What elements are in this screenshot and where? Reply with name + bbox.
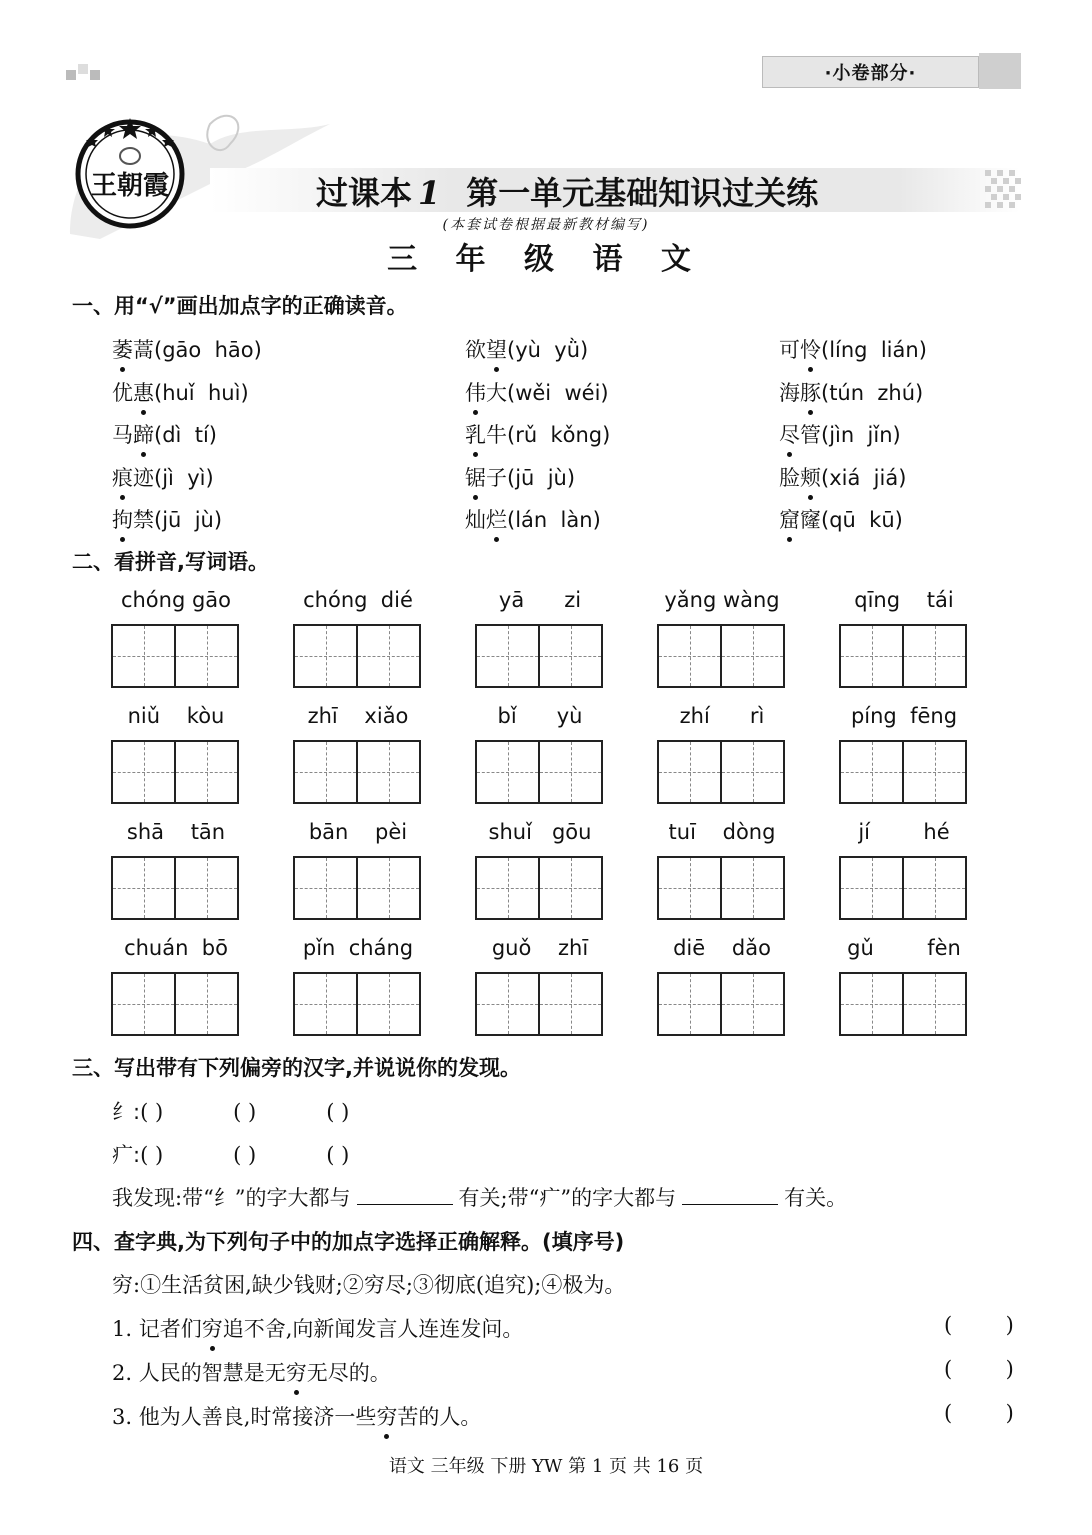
- sentence-text: 无尽的。: [306, 1361, 391, 1385]
- grid-cell[interactable]: [356, 626, 419, 686]
- q3-heading: 三、写出带有下列偏旁的汉字,并说说你的发现。: [72, 1056, 521, 1080]
- dotted-char: 烂: [486, 504, 507, 534]
- grid-cell[interactable]: [295, 974, 356, 1034]
- q4-sentence: [112, 1313, 523, 1343]
- dotted-char: 穷: [202, 1313, 223, 1343]
- pinyin-label: jí hé: [858, 820, 950, 844]
- sentence-text: 追不舍,向新闻发言人连连发问。: [222, 1317, 524, 1341]
- grid-cell[interactable]: [477, 974, 538, 1034]
- q1-item: [112, 462, 214, 492]
- grid-cell[interactable]: [356, 974, 419, 1034]
- writing-grid[interactable]: [475, 624, 603, 688]
- grid-cell[interactable]: [659, 858, 720, 918]
- sentence-text: 1. 记者们: [112, 1317, 202, 1341]
- grid-cell[interactable]: [902, 974, 965, 1034]
- grid-cell[interactable]: [356, 858, 419, 918]
- answer-slot[interactable]: ( ): [233, 1100, 257, 1124]
- word-char: 窿: [800, 508, 821, 532]
- answer-slot[interactable]: ( ): [944, 1313, 1014, 1337]
- pinyin-label: píng fēng: [850, 704, 958, 728]
- grid-cell[interactable]: [538, 858, 601, 918]
- edition-note: (本套试卷根据最新教材编写): [442, 217, 650, 233]
- pinyin-options[interactable]: (jìn jǐn): [821, 423, 901, 447]
- pinyin-options[interactable]: (jū jù): [154, 508, 223, 532]
- pinyin-options[interactable]: (yù yǜ): [507, 338, 589, 362]
- dotted-char: 蹄: [133, 419, 154, 449]
- writing-grid[interactable]: [475, 740, 603, 804]
- dotted-char: 颊: [800, 462, 821, 492]
- pinyin-label: yā zi: [498, 588, 582, 612]
- word-char: 欲: [465, 338, 486, 362]
- grid-cell[interactable]: [356, 742, 419, 802]
- grid-cell[interactable]: [538, 742, 601, 802]
- pinyin-label: chuán bō: [124, 936, 228, 960]
- pinyin-label: zhí rì: [679, 704, 765, 728]
- q3-discovery: [112, 1182, 847, 1212]
- q1-item: [779, 504, 903, 534]
- q1-item: [465, 504, 601, 534]
- q3-row-2: [112, 1139, 349, 1169]
- q1-item: [465, 334, 588, 364]
- writing-grid[interactable]: [293, 972, 421, 1036]
- writing-grid[interactable]: [111, 972, 239, 1036]
- writing-grid[interactable]: [657, 972, 785, 1036]
- answer-slot[interactable]: ( ): [140, 1100, 164, 1124]
- q1-item: [779, 419, 901, 449]
- word-char: 禁: [133, 508, 154, 532]
- word-char: 海: [779, 380, 800, 405]
- grid-cell[interactable]: [174, 858, 237, 918]
- blank-line[interactable]: [682, 1186, 778, 1205]
- writing-grid[interactable]: [657, 624, 785, 688]
- grid-cell[interactable]: [113, 626, 174, 686]
- dotted-char: 惠: [133, 377, 154, 407]
- q3-row-1: [112, 1096, 349, 1126]
- q1-heading: 一、用“√”画出加点字的正确读音。: [72, 294, 408, 318]
- word-char: 马: [112, 423, 133, 447]
- q1-item: [112, 504, 222, 534]
- word-char: 可: [779, 338, 800, 362]
- writing-grid[interactable]: [839, 740, 967, 804]
- word-char: 灿: [465, 508, 486, 532]
- discovery-text-b: 有关;带“疒”的字大都与: [458, 1186, 677, 1210]
- word-char: 管: [800, 423, 821, 447]
- pinyin-options[interactable]: (tún zhú): [821, 380, 924, 405]
- pinyin-options[interactable]: (líng lián): [821, 338, 927, 362]
- q1-item: [779, 462, 906, 492]
- grid-cell[interactable]: [113, 742, 174, 802]
- q4-heading: 四、查字典,为下列句子中的加点字选择正确解释。(填序号): [72, 1230, 625, 1254]
- writing-grid[interactable]: [293, 624, 421, 688]
- title-band-pattern: [985, 168, 1025, 212]
- sentence-text: 3. 他为人善良,时常接济一些: [112, 1405, 377, 1429]
- grid-cell[interactable]: [720, 858, 783, 918]
- writing-grid[interactable]: [111, 740, 239, 804]
- answer-slot[interactable]: ( ): [944, 1357, 1014, 1381]
- writing-grid[interactable]: [293, 740, 421, 804]
- pinyin-options[interactable]: (xiá jiá): [821, 465, 907, 490]
- answer-slot[interactable]: ( ): [140, 1143, 164, 1167]
- writing-grid[interactable]: [111, 624, 239, 688]
- q1-item: [465, 377, 609, 407]
- pinyin-options[interactable]: (jì yì): [154, 465, 214, 490]
- answer-slot[interactable]: ( ): [233, 1143, 257, 1167]
- pinyin-label: shuǐ gōu: [488, 820, 592, 844]
- pinyin-label: tuī dòng: [668, 820, 776, 844]
- word-char: 牛: [486, 423, 507, 447]
- dotted-char: 望: [486, 334, 507, 364]
- pinyin-label: pǐn cháng: [302, 936, 414, 960]
- grid-cell[interactable]: [477, 626, 538, 686]
- grid-cell[interactable]: [659, 626, 720, 686]
- dotted-char: 穷: [286, 1357, 307, 1387]
- answer-slot[interactable]: ( ): [944, 1401, 1014, 1425]
- grid-cell[interactable]: [659, 974, 720, 1034]
- grid-cell[interactable]: [720, 626, 783, 686]
- pinyin-label: diē dǎo: [673, 936, 771, 960]
- word-char: 大: [486, 380, 507, 405]
- dotted-char: 怜: [800, 334, 821, 364]
- pinyin-label: gǔ fèn: [847, 936, 961, 960]
- grid-cell[interactable]: [841, 626, 902, 686]
- grid-cell[interactable]: [113, 974, 174, 1034]
- q4-sentence: [112, 1357, 391, 1387]
- grid-cell[interactable]: [841, 974, 902, 1034]
- logo-text: 王朝霞: [90, 171, 170, 201]
- grid-cell[interactable]: [174, 742, 237, 802]
- answer-slot[interactable]: ( ): [326, 1143, 350, 1167]
- pinyin-label: qīng tái: [854, 588, 954, 612]
- page-title: [316, 168, 818, 214]
- title-prefix: 过课本: [316, 174, 413, 212]
- dotted-char: 窟: [779, 504, 800, 534]
- title-main: 第一单元基础知识过关练: [466, 174, 819, 212]
- pinyin-label: bān pèi: [308, 820, 408, 844]
- pinyin-label: chóng dié: [303, 588, 413, 612]
- grid-cell[interactable]: [841, 742, 902, 802]
- dotted-char: 伟: [465, 377, 486, 407]
- dotted-char: 拘: [112, 504, 133, 534]
- pinyin-label: zhī xiǎo: [307, 704, 409, 728]
- grid-cell[interactable]: [295, 858, 356, 918]
- pinyin-options[interactable]: (rǔ kǒng): [507, 423, 611, 447]
- grid-cell[interactable]: [174, 974, 237, 1034]
- grid-cell[interactable]: [841, 858, 902, 918]
- grid-cell[interactable]: [902, 626, 965, 686]
- writing-grid[interactable]: [111, 856, 239, 920]
- pinyin-options[interactable]: (jū jù): [507, 465, 576, 490]
- q1-item: [112, 377, 249, 407]
- grid-cell[interactable]: [477, 742, 538, 802]
- writing-grid[interactable]: [657, 740, 785, 804]
- writing-grid[interactable]: [839, 972, 967, 1036]
- page-footer: 语文 三年级 下册 YW 第 1 页 共 16 页: [388, 1456, 704, 1477]
- pinyin-options[interactable]: (huǐ huì): [154, 380, 249, 405]
- pinyin-label: niǔ kòu: [127, 704, 225, 728]
- grid-cell[interactable]: [720, 742, 783, 802]
- pinyin-options[interactable]: (qū kū): [821, 508, 903, 532]
- dotted-char: 痕: [112, 462, 133, 492]
- pinyin-label: chóng gāo: [120, 588, 232, 612]
- blank-line[interactable]: [357, 1186, 453, 1205]
- dotted-char: 穷: [376, 1401, 397, 1431]
- word-char: 迹: [133, 465, 154, 490]
- pinyin-label: guǒ zhī: [491, 936, 589, 960]
- q1-item: [465, 462, 575, 492]
- sentence-text: 苦的人。: [397, 1405, 482, 1429]
- section-tag-tail: [979, 53, 1021, 89]
- section-tag: ·小卷部分·: [762, 56, 979, 88]
- pinyin-label: shā tān: [126, 820, 226, 844]
- answer-slot[interactable]: ( ): [326, 1100, 350, 1124]
- subject-title: 三 年 级 语 文: [387, 242, 705, 277]
- word-char: 脸: [779, 465, 800, 490]
- grid-cell[interactable]: [295, 626, 356, 686]
- q1-item: [779, 377, 923, 407]
- pinyin-options[interactable]: (lán làn): [507, 508, 601, 532]
- pinyin-options[interactable]: (gāo hāo): [154, 338, 262, 362]
- writing-grid[interactable]: [839, 856, 967, 920]
- writing-grid[interactable]: [839, 624, 967, 688]
- discovery-text-a: 我发现:带“纟”的字大都与: [112, 1186, 351, 1210]
- grid-cell[interactable]: [174, 626, 237, 686]
- q1-item: [465, 419, 610, 449]
- word-char: 优: [112, 380, 133, 405]
- q1-item: [112, 419, 217, 449]
- pinyin-label: bǐ yù: [497, 704, 583, 728]
- q4-definition: 穷:①生活贫困,缺少钱财;②穷尽;③彻底(追究);④极为。: [112, 1273, 626, 1297]
- q2-heading: 二、看拼音,写词语。: [72, 550, 269, 574]
- dotted-char: 尽: [779, 419, 800, 449]
- sentence-text: 2. 人民的智慧是无: [112, 1361, 286, 1385]
- grid-cell[interactable]: [902, 742, 965, 802]
- writing-grid[interactable]: [475, 972, 603, 1036]
- q1-item: [112, 334, 262, 364]
- q1-item: [779, 334, 927, 364]
- pinyin-label: yǎng wàng: [664, 588, 780, 612]
- dotted-char: 锯: [465, 462, 486, 492]
- q4-sentence: [112, 1401, 481, 1431]
- grid-cell[interactable]: [477, 858, 538, 918]
- word-char: 子: [486, 465, 507, 490]
- word-char: 蒿: [133, 338, 154, 362]
- radical-bing: 疒:: [112, 1143, 141, 1167]
- grid-cell[interactable]: [113, 858, 174, 918]
- writing-grid[interactable]: [475, 856, 603, 920]
- title-number: 1: [418, 174, 441, 212]
- grid-cell[interactable]: [720, 974, 783, 1034]
- dotted-char: 豚: [800, 377, 821, 407]
- grid-cell[interactable]: [902, 858, 965, 918]
- grid-cell[interactable]: [538, 626, 601, 686]
- discovery-text-c: 有关。: [784, 1186, 848, 1210]
- grid-cell[interactable]: [538, 974, 601, 1034]
- dotted-char: 乳: [465, 419, 486, 449]
- pinyin-options[interactable]: (dì tí): [154, 423, 217, 447]
- writing-grid[interactable]: [657, 856, 785, 920]
- grid-cell[interactable]: [295, 742, 356, 802]
- radical-si: 纟:: [112, 1100, 141, 1124]
- pinyin-options[interactable]: (wěi wéi): [507, 380, 609, 405]
- writing-grid[interactable]: [293, 856, 421, 920]
- dotted-char: 萎: [112, 334, 133, 364]
- grid-cell[interactable]: [659, 742, 720, 802]
